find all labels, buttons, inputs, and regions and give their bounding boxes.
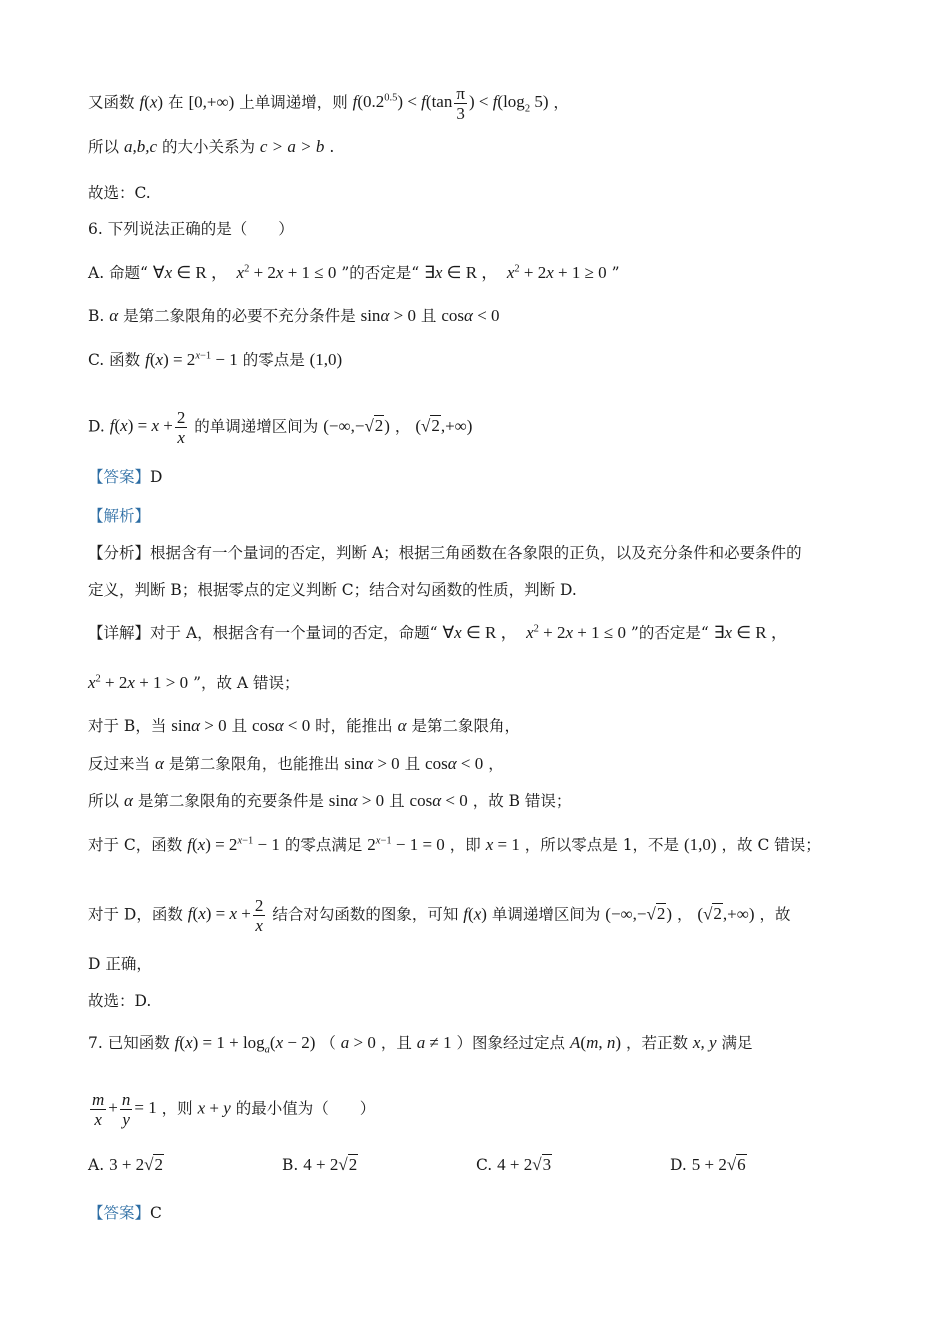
- text: ，则: [161, 1099, 193, 1118]
- answer-tag: 【答案】: [88, 468, 151, 486]
- text: ，: [488, 755, 504, 773]
- math: α: [123, 791, 133, 810]
- math: A(m, n): [570, 1033, 622, 1052]
- math: ∀x ∈ R ， $x^2 + 2x + 1 \le 0$: [152, 263, 337, 282]
- detail-line-8: D 正确，: [88, 955, 152, 973]
- text: ”的否定是“: [341, 264, 420, 282]
- text: 且: [404, 755, 421, 773]
- text: ，: [553, 93, 569, 112]
- answer-6: [88, 466, 162, 488]
- text: 对于 C，函数: [88, 836, 183, 854]
- math: x + y: [197, 1098, 231, 1118]
- math: sinα > 0: [328, 791, 385, 810]
- question-7-line-2: [88, 1090, 375, 1129]
- math: 4 + 2√2: [303, 1155, 358, 1174]
- text: ，: [676, 905, 693, 924]
- text: 对于 D，函数: [88, 905, 183, 924]
- text: ，故 C 错误；: [721, 836, 821, 854]
- math: α: [397, 716, 407, 735]
- math: (−∞,−√2): [605, 904, 673, 924]
- text: B.: [282, 1156, 299, 1174]
- text: 在: [168, 93, 184, 112]
- math: (√2,+∞): [415, 416, 473, 436]
- math: x = 1: [485, 835, 520, 854]
- math: α: [154, 754, 164, 773]
- analysis-line-1: [88, 542, 802, 564]
- text: C.: [476, 1156, 493, 1174]
- text: 对于 B，当: [88, 717, 167, 735]
- option-b: [88, 305, 500, 327]
- text: D.: [670, 1156, 687, 1174]
- text: 上单调递增，则: [239, 93, 348, 112]
- math: (−∞,−√2): [323, 416, 390, 436]
- detail-line-2: [88, 672, 300, 694]
- math: 4 + 2√3: [497, 1155, 552, 1174]
- answer-7: [88, 1202, 162, 1224]
- math: $x^2 + 2x + 1 > 0$: [88, 673, 189, 692]
- text: 是第二象限角的充要条件是: [137, 792, 324, 810]
- detail-tag: 【详解】: [88, 624, 151, 642]
- text: 所以: [88, 138, 120, 156]
- math: α: [109, 306, 119, 325]
- math: f(x) = x + $\frac{2}{x}$: [187, 896, 264, 935]
- math: a ≠ 1: [416, 1033, 452, 1052]
- detail-line-6: [88, 834, 821, 856]
- math: a > 0: [340, 1033, 376, 1052]
- math: cosα < 0: [441, 306, 500, 325]
- text: ，且: [380, 1034, 412, 1052]
- text: ，即: [449, 836, 481, 854]
- text: D.: [88, 417, 105, 436]
- text: 满足: [721, 1034, 753, 1052]
- text: （: [320, 1034, 336, 1052]
- text: 是第二象限角的必要不充分条件是: [123, 307, 356, 325]
- text: 且: [420, 307, 437, 325]
- math: (1,0): [684, 835, 717, 854]
- text: 的零点是: [242, 351, 305, 369]
- option-a: [88, 262, 620, 284]
- math: f(x) = x + $\frac{2}{x}$: [109, 408, 186, 447]
- analysis-tag: 【分析】: [88, 544, 151, 562]
- text: 7. 已知函数: [88, 1034, 170, 1052]
- text: 的单调递增区间为: [194, 417, 319, 436]
- math: ∀x ∈ R ， $x^2 + 2x + 1 \le 0$: [442, 623, 626, 642]
- math: 5 + 2√6: [691, 1155, 746, 1174]
- text: ”: [611, 264, 620, 282]
- math: $f(x) = 1 + \log_a(x - 2)$: [174, 1033, 316, 1056]
- text: 时，能推出: [315, 717, 393, 735]
- detail-line-1: [88, 622, 788, 644]
- math: f(x): [463, 904, 487, 924]
- text: 的零点满足: [284, 836, 363, 854]
- text: 结合对勾函数的图象，可知: [272, 905, 459, 924]
- detail-line-5: [88, 790, 571, 812]
- text: 是第二象限角，: [411, 717, 521, 735]
- text: 且: [231, 717, 248, 735]
- text: 是第二象限角，也能推出: [168, 755, 340, 773]
- text: ”，故 A 错误；: [193, 674, 300, 692]
- answer-value: C: [150, 1204, 162, 1222]
- detail-line-9: 故选：D.: [88, 992, 152, 1010]
- math: $f(x) = 2^{x-1} - 1$: [145, 350, 238, 369]
- math: f(x): [139, 92, 164, 112]
- text: ，: [394, 417, 411, 436]
- math: x, y: [692, 1033, 717, 1052]
- text: 且: [389, 792, 405, 810]
- math: sinα > 0: [360, 306, 416, 325]
- text: 单调递增区间为: [491, 905, 601, 924]
- text: 反过来当: [88, 755, 151, 773]
- answer-value: D: [150, 468, 163, 486]
- answer-tag: 【答案】: [88, 1204, 151, 1222]
- math: (√2,+∞): [697, 904, 755, 924]
- detail-line-7: [88, 896, 790, 935]
- q7-option-a: [88, 1154, 164, 1176]
- question-7-line-1: [88, 1032, 752, 1054]
- text: ，所以零点是 1，不是: [524, 836, 680, 854]
- q7-option-d: [670, 1154, 747, 1176]
- text: ，若正数: [625, 1034, 688, 1052]
- text: ）图象经过定点: [456, 1034, 566, 1052]
- math: ∃x ∈ R ， $x^2 + 2x + 1 \ge 0$: [424, 263, 607, 282]
- math: sinα > 0: [171, 716, 227, 735]
- text: C. 函数: [88, 351, 141, 369]
- question-6: 6. 下列说法正确的是（ ）: [88, 220, 294, 238]
- math: $f(x) = 2^{x-1} - 1$: [187, 835, 280, 854]
- text: 所以: [88, 792, 120, 810]
- text: 又函数: [88, 93, 135, 112]
- math: [0,+∞): [188, 92, 235, 112]
- q7-option-b: [282, 1154, 358, 1176]
- math: $2^{x-1} - 1 = 0$: [367, 835, 445, 854]
- text: A.: [88, 1156, 105, 1174]
- text: .: [329, 138, 335, 156]
- math: $f(0.2^{0.5}) < f(\tan$ $\frac{\pi}{3}$ ) < $f(\log_2$ 5): [352, 84, 549, 123]
- option-c: [88, 349, 342, 371]
- math: c > a > b: [259, 137, 325, 156]
- option-d: [88, 408, 472, 447]
- math: cosα < 0: [425, 754, 484, 773]
- text: 对于 A，根据含有一个量词的否定，命题“: [150, 624, 438, 642]
- jiexi-tag: 【解析】: [88, 507, 151, 525]
- math: a,b,c: [123, 137, 157, 156]
- line-3: 故选：C.: [88, 184, 151, 202]
- math: (1,0): [309, 350, 343, 369]
- text: ”的否定是“: [630, 624, 709, 642]
- text: ，故: [759, 905, 791, 924]
- text: 的最小值为（ ）: [235, 1099, 376, 1118]
- math: cosα < 0: [252, 716, 311, 735]
- detail-line-4: [88, 753, 504, 775]
- text: 根据含有一个量词的否定，判断 A；根据三角函数在各象限的正负，以及充分条件和必要条件的: [150, 544, 802, 562]
- text: 的大小关系为: [161, 138, 255, 156]
- math: 3 + 2√2: [109, 1155, 163, 1174]
- math: cosα < 0: [409, 791, 468, 810]
- math: $\frac{m}{x}$ + $\frac{n}{y}$ = 1: [92, 1090, 157, 1129]
- text: A. 命题“: [88, 264, 148, 282]
- text: B.: [88, 307, 105, 325]
- math: sinα > 0: [344, 754, 400, 773]
- detail-line-3: [88, 715, 520, 737]
- line-2: [88, 136, 334, 158]
- math: ∃x ∈ R ，: [713, 623, 788, 642]
- line-1: [88, 84, 569, 123]
- analysis-line-2: 定义，判断 B；根据零点的定义判断 C；结合对勾函数的性质，判断 D.: [88, 581, 577, 599]
- text: ，故 B 错误；: [472, 792, 572, 810]
- q7-option-c: [476, 1154, 552, 1176]
